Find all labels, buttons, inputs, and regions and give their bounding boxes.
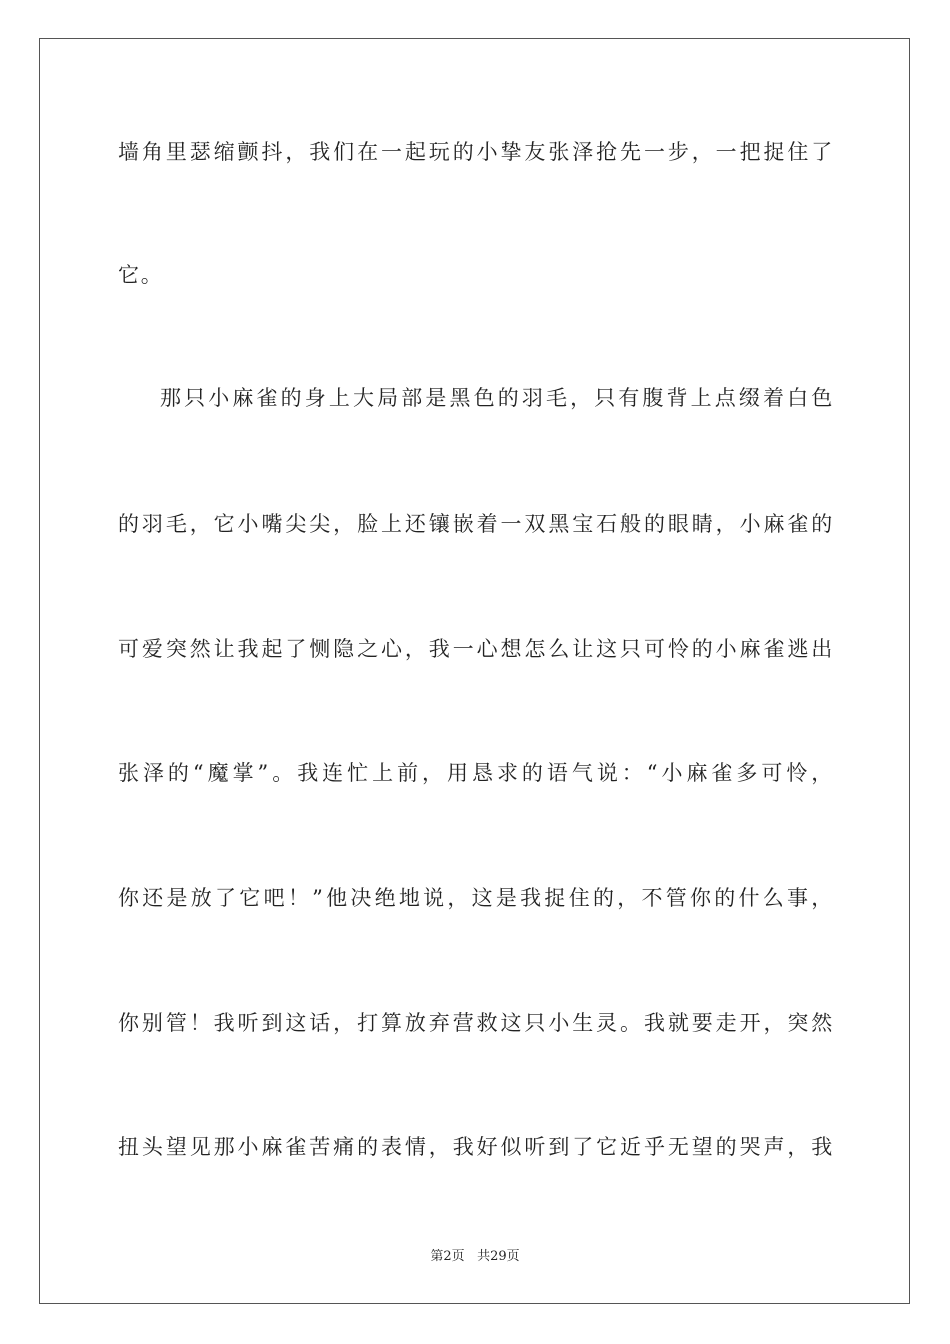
paragraph-line-1: 墙角里瑟缩颤抖，我们在一起玩的小挚友张泽抢先一步，一把捉住了	[118, 140, 834, 164]
total-pages: 共29页	[477, 1249, 520, 1264]
paragraph-line-7: 你还是放了它吧！”他决绝地说，这是我捉住的，不管你的什么事，	[118, 886, 834, 910]
paragraph-line-8: 你别管！我听到这话，打算放弃营救这只小生灵。我就要走开，突然	[118, 1011, 834, 1035]
paragraph-line-2: 它。	[118, 263, 164, 287]
paragraph-line-3: 那只小麻雀的身上大局部是黑色的羽毛，只有腹背上点缀着白色	[160, 386, 834, 410]
page-border	[39, 38, 910, 1304]
paragraph-line-4: 的羽毛，它小嘴尖尖，脸上还镶嵌着一双黑宝石般的眼睛，小麻雀的	[118, 512, 834, 536]
page-footer	[0, 1248, 950, 1266]
paragraph-line-9: 扭头望见那小麻雀苦痛的表情，我好似听到了它近乎无望的哭声，我	[118, 1135, 834, 1159]
page-number: 第2页	[430, 1249, 465, 1264]
paragraph-line-5: 可爱突然让我起了恻隐之心，我一心想怎么让这只可怜的小麻雀逃出	[118, 637, 834, 661]
paragraph-line-6: 张泽的“魔掌”。我连忙上前，用恳求的语气说：“小麻雀多可怜，	[118, 761, 834, 785]
